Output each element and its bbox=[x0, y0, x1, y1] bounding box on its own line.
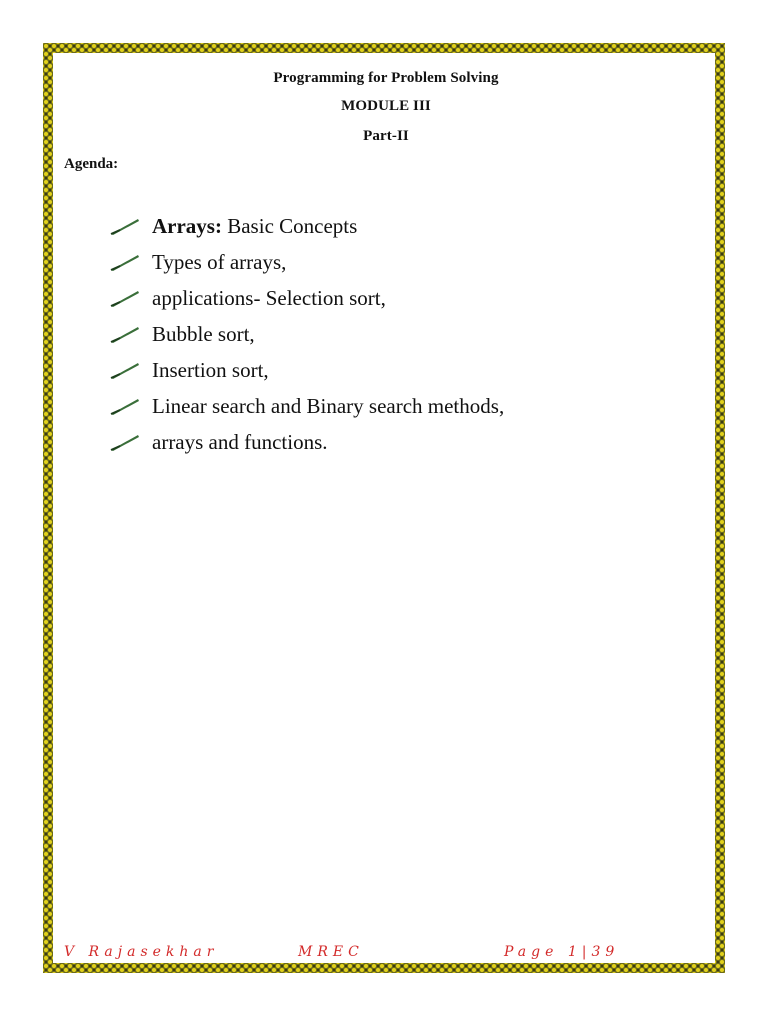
pen-stroke-icon bbox=[108, 250, 142, 274]
agenda-item-text: Types of arrays, bbox=[152, 249, 287, 274]
agenda-item-text: Insertion sort, bbox=[152, 357, 269, 382]
agenda-item-text: Linear search and Binary search methods, bbox=[152, 393, 505, 418]
part-heading: Part-II bbox=[363, 128, 409, 144]
module-heading: MODULE III bbox=[341, 98, 431, 114]
pen-stroke-icon bbox=[108, 358, 142, 382]
list-item bbox=[108, 424, 504, 460]
list-item bbox=[108, 280, 504, 316]
agenda-item-text: applications- Selection sort, bbox=[152, 285, 386, 310]
agenda-list bbox=[108, 208, 504, 460]
agenda-item-text: Bubble sort, bbox=[152, 321, 255, 346]
footer-author: V Rajasekhar bbox=[64, 944, 219, 960]
list-item bbox=[108, 208, 504, 244]
pen-stroke-icon bbox=[108, 430, 142, 454]
document-title: Programming for Problem Solving bbox=[273, 70, 499, 86]
pen-stroke-icon bbox=[108, 322, 142, 346]
list-item bbox=[108, 316, 504, 352]
agenda-item-text: Basic Concepts bbox=[221, 213, 358, 238]
pen-stroke-icon bbox=[108, 214, 142, 238]
agenda-label: Agenda: bbox=[64, 156, 119, 172]
pen-stroke-icon bbox=[108, 394, 142, 418]
document-page bbox=[60, 58, 712, 958]
list-item bbox=[108, 352, 504, 388]
agenda-item-bold: Arrays: bbox=[152, 213, 222, 238]
footer-organization: MREC bbox=[298, 944, 364, 960]
agenda-item-text: arrays and functions. bbox=[152, 429, 328, 454]
list-item bbox=[108, 244, 504, 280]
page-number: Page 1|39 bbox=[504, 944, 620, 960]
pen-stroke-icon bbox=[108, 286, 142, 310]
list-item bbox=[108, 388, 504, 424]
